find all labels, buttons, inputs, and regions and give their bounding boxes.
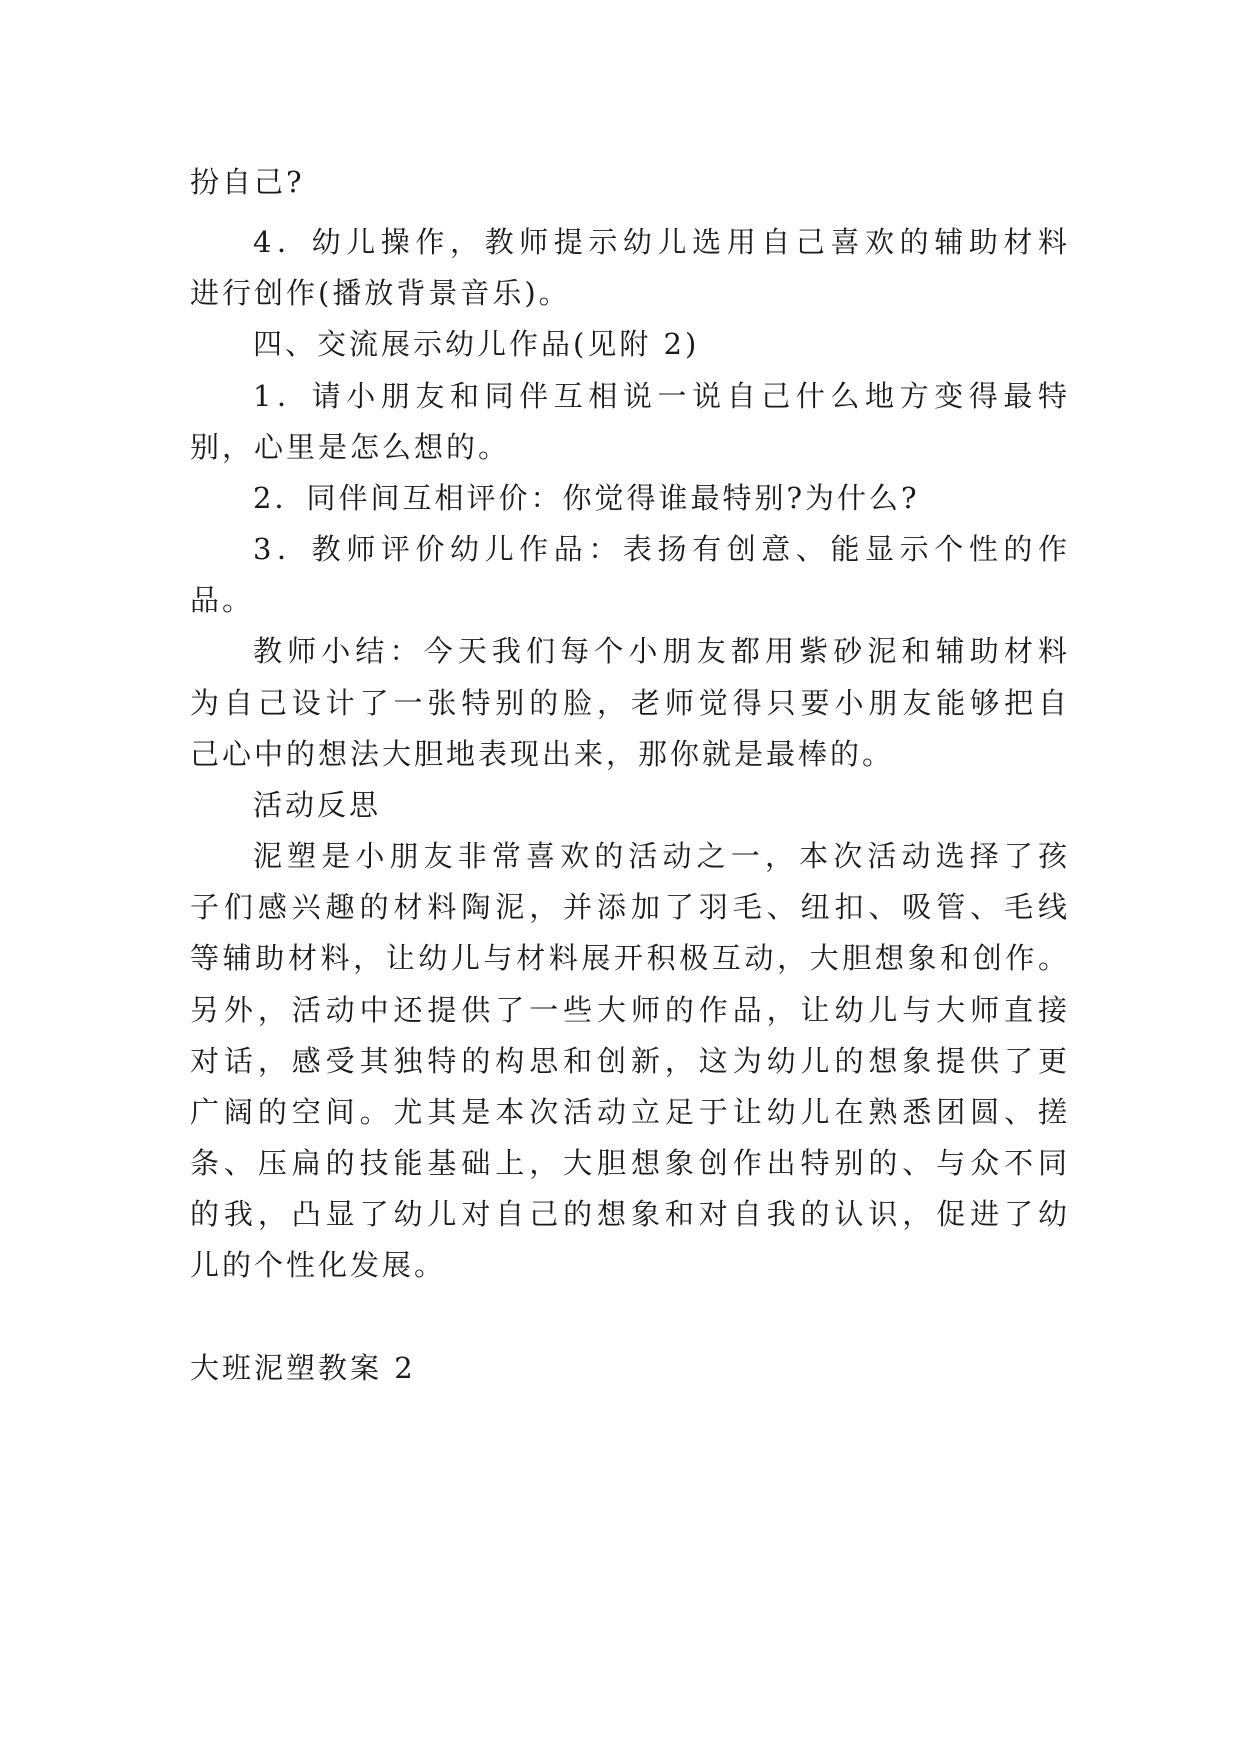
section-heading: 活动反思 (253, 788, 382, 822)
paragraph-line: 儿的个性化发展。 (190, 1248, 447, 1282)
paragraph-line: 子们感兴趣的材料陶泥，并添加了羽毛、纽扣、吸管、毛线 (190, 890, 1070, 924)
paragraph-line: 为自己设计了一张特别的脸，老师觉得只要小朋友能够把自 (190, 686, 1070, 720)
paragraph-line: 3．教师评价幼儿作品：表扬有创意、能显示个性的作 (253, 532, 1070, 566)
paragraph-line: 2．同伴间互相评价：你觉得谁最特别?为什么? (253, 481, 920, 515)
paragraph-line: 等辅助材料，让幼儿与材料展开积极互动，大胆想象和创作。 (190, 941, 1070, 975)
section-heading: 四、交流展示幼儿作品(见附 2) (253, 327, 700, 361)
paragraph-line: 1．请小朋友和同伴互相说一说自己什么地方变得最特 (253, 379, 1070, 413)
paragraph-line: 别，心里是怎么想的。 (190, 430, 511, 464)
paragraph-line: 广阔的空间。尤其是本次活动立足于让幼儿在熟悉团圆、搓 (190, 1095, 1070, 1129)
paragraph-line: 己心中的想法大胆地表现出来，那你就是最棒的。 (190, 737, 895, 771)
paragraph-line: 扮自己? (190, 165, 305, 199)
paragraph-line: 进行创作(播放背景音乐)。 (190, 276, 571, 310)
paragraph-line: 品。 (190, 583, 255, 617)
paragraph-line: 教师小结：今天我们每个小朋友都用紫砂泥和辅助材料 (253, 634, 1070, 668)
paragraph-line: 另外，活动中还提供了一些大师的作品，让幼儿与大师直接 (190, 993, 1070, 1027)
paragraph-line: 条、压扁的技能基础上，大胆想象创作出特别的、与众不同 (190, 1146, 1070, 1180)
paragraph-line: 对话，感受其独特的构思和创新，这为幼儿的想象提供了更 (190, 1044, 1070, 1078)
paragraph-line: 泥塑是小朋友非常喜欢的活动之一，本次活动选择了孩 (253, 839, 1070, 873)
paragraph-line: 的我，凸显了幼儿对自己的想象和对自我的认识，促进了幼 (190, 1197, 1070, 1231)
paragraph-line: 4．幼儿操作，教师提示幼儿选用自己喜欢的辅助材料 (253, 225, 1070, 259)
document-heading: 大班泥塑教案 2 (190, 1351, 416, 1385)
